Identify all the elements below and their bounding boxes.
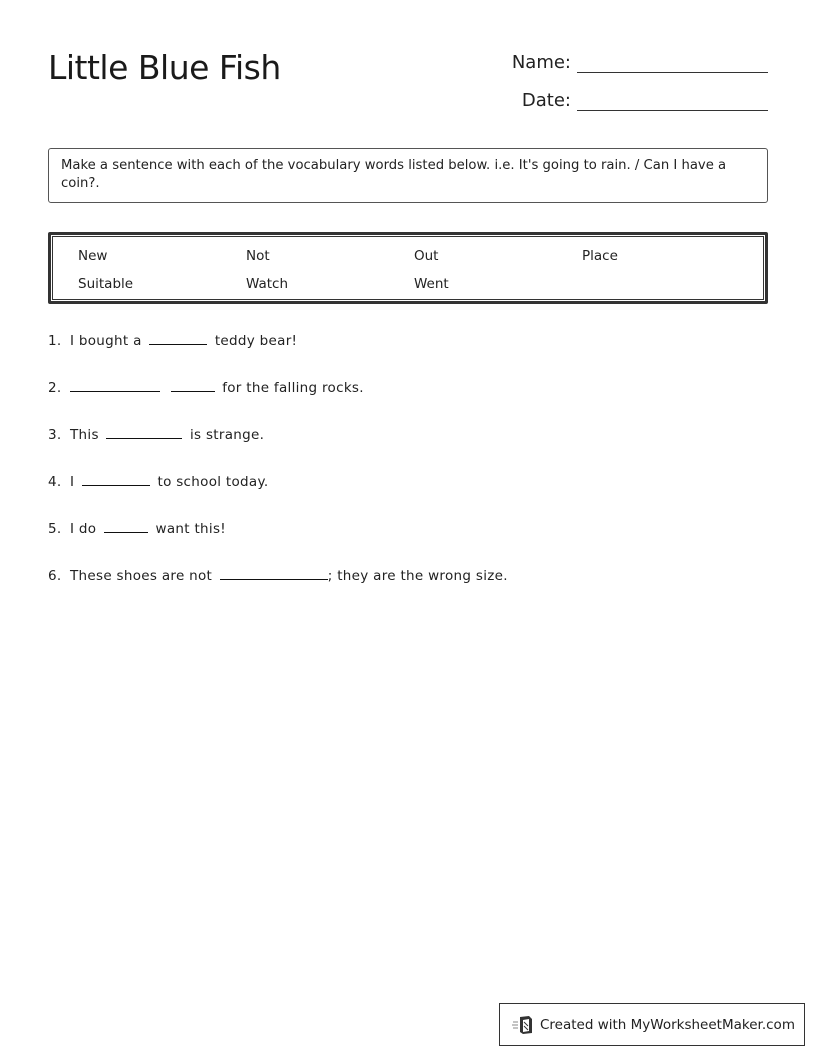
- question-text-before: These shoes are not: [70, 568, 213, 584]
- instructions-box: Make a sentence with each of the vocabulary words listed below. i.e. It's going to rain. / Can I have a coin?.: [48, 148, 768, 203]
- answer-blank[interactable]: [220, 565, 328, 580]
- question-text-before: I: [70, 474, 75, 490]
- question-item: [48, 471, 268, 490]
- footer-credit[interactable]: [499, 1003, 805, 1046]
- answer-blank[interactable]: [171, 377, 215, 392]
- word-bank-inner: [52, 236, 764, 300]
- question-text-after: want this!: [155, 521, 226, 537]
- question-text-after: for the falling rocks.: [222, 380, 364, 396]
- question-number: 4.: [48, 474, 62, 490]
- question-item: [48, 330, 297, 349]
- word-bank-item: Went: [414, 276, 449, 292]
- answer-blank[interactable]: [70, 377, 160, 392]
- name-line: [577, 52, 768, 73]
- question-number: 3.: [48, 427, 62, 443]
- date-line: [577, 90, 768, 111]
- word-bank-item: Watch: [246, 276, 289, 292]
- word-bank-item: Not: [246, 248, 270, 264]
- answer-blank[interactable]: [104, 518, 148, 533]
- question-number: 2.: [48, 380, 62, 396]
- name-label: Name:: [511, 52, 571, 73]
- worksheet-title: Little Blue Fish: [48, 48, 281, 87]
- question-text-before: I do: [70, 521, 97, 537]
- question-number: 5.: [48, 521, 62, 537]
- answer-blank[interactable]: [82, 471, 150, 486]
- question-item: [48, 518, 226, 537]
- question-text-after: ; they are the wrong size.: [327, 568, 508, 584]
- question-number: 1.: [48, 333, 62, 349]
- question-text-after: is strange.: [189, 427, 265, 443]
- footer-text: Created with MyWorksheetMaker.com: [540, 1016, 795, 1033]
- answer-blank[interactable]: [149, 330, 207, 345]
- question-text-before: I bought a: [70, 333, 142, 349]
- question-item: [48, 565, 508, 584]
- question-text-after: teddy bear!: [214, 333, 298, 349]
- question-text-after: to school today.: [157, 474, 269, 490]
- question-number: 6.: [48, 568, 62, 584]
- word-bank-item: Place: [582, 248, 618, 264]
- word-bank-item: Suitable: [78, 276, 134, 292]
- question-text-before: This: [70, 427, 99, 443]
- date-label: Date:: [521, 90, 571, 111]
- question-item: [48, 424, 264, 443]
- word-bank: [48, 232, 768, 304]
- answer-blank[interactable]: [106, 424, 182, 439]
- date-field: [522, 90, 768, 111]
- worksheet-maker-logo-icon: [512, 1014, 534, 1036]
- question-item: [48, 377, 364, 396]
- name-field: [512, 52, 768, 73]
- word-bank-item: Out: [414, 248, 439, 264]
- word-bank-item: New: [78, 248, 108, 264]
